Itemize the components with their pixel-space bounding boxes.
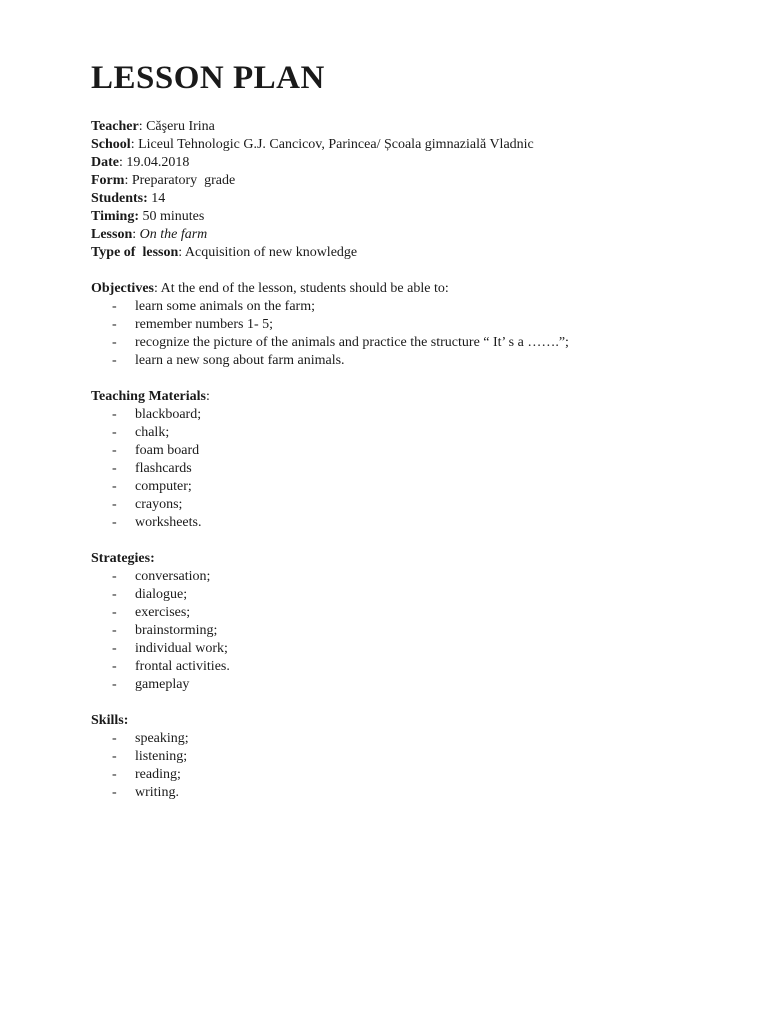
list-item: [91, 640, 711, 658]
date-sep: :: [119, 155, 127, 170]
dash-bullet: -: [112, 569, 117, 584]
lesson-type-sep: :: [178, 245, 185, 260]
dash-bullet: -: [112, 299, 117, 314]
list-item: [91, 478, 711, 496]
students-label: Students:: [91, 191, 148, 206]
document-page: [91, 58, 711, 802]
dash-bullet: -: [112, 443, 117, 458]
strategies-label: Strategies:: [91, 551, 155, 566]
material-text: blackboard;: [135, 407, 202, 422]
school-sep: :: [130, 137, 139, 152]
form-sep: :: [124, 173, 132, 188]
skill-text: reading;: [135, 767, 181, 782]
form-value: Preparatory grade: [131, 173, 236, 188]
dash-bullet: -: [112, 587, 117, 602]
material-text: worksheets.: [135, 515, 202, 530]
dash-bullet: -: [112, 659, 117, 674]
materials-heading: [91, 388, 711, 406]
strategy-text: gameplay: [135, 677, 190, 692]
list-item: [91, 316, 711, 334]
material-text: flashcards: [135, 461, 192, 476]
strategy-text: exercises;: [135, 605, 191, 620]
date-value: 19.04.2018: [126, 155, 190, 170]
materials-label: Teaching Materials: [91, 389, 206, 404]
list-item: [91, 766, 711, 784]
skills-label: Skills:: [91, 713, 129, 728]
teacher-sep: :: [138, 119, 147, 134]
dash-bullet: -: [112, 515, 117, 530]
lesson-type-field: [91, 244, 711, 262]
date-label: Date: [91, 155, 119, 170]
dash-bullet: -: [112, 353, 117, 368]
objectives-heading: [91, 280, 711, 298]
objective-text: recognize the picture of the animals and practice the structure “ It’ s a …….”;: [135, 335, 569, 350]
dash-bullet: -: [112, 641, 117, 656]
list-item: [91, 658, 711, 676]
strategy-text: individual work;: [135, 641, 228, 656]
strategy-text: brainstorming;: [135, 623, 218, 638]
dash-bullet: -: [112, 767, 117, 782]
objectives-label: Objectives: [91, 281, 154, 296]
dash-bullet: -: [112, 317, 117, 332]
school-value: Liceul Tehnologic G.J. Cancicov, Parincea/ Școala gimnazială Vladnic: [138, 137, 534, 152]
objective-text: learn a new song about farm animals.: [135, 353, 345, 368]
skill-text: listening;: [135, 749, 188, 764]
material-text: chalk;: [135, 425, 170, 440]
strategies-heading: [91, 550, 711, 568]
dash-bullet: -: [112, 677, 117, 692]
dash-bullet: -: [112, 785, 117, 800]
dash-bullet: -: [112, 623, 117, 638]
spacer: [91, 532, 711, 550]
dash-bullet: -: [112, 335, 117, 350]
materials-suffix: :: [205, 389, 210, 404]
material-text: computer;: [135, 479, 192, 494]
list-item: [91, 496, 711, 514]
objectives-intro: : At the end of the lesson, students should be able to:: [153, 281, 449, 296]
dash-bullet: -: [112, 479, 117, 494]
objectives-list: [91, 298, 711, 370]
form-label: Form: [91, 173, 125, 188]
list-item: [91, 604, 711, 622]
teacher-field: [91, 118, 711, 136]
skill-text: speaking;: [135, 731, 189, 746]
list-item: [91, 748, 711, 766]
date-field: [91, 154, 711, 172]
list-item: [91, 334, 711, 352]
teacher-value: Căşeru Irina: [146, 119, 215, 134]
form-field: [91, 172, 711, 190]
objective-text: remember numbers 1- 5;: [135, 317, 274, 332]
dash-bullet: -: [112, 461, 117, 476]
list-item: [91, 424, 711, 442]
lesson-value: On the farm: [139, 227, 208, 242]
skills-list: [91, 730, 711, 802]
dash-bullet: -: [112, 605, 117, 620]
list-item: [91, 568, 711, 586]
materials-list: [91, 406, 711, 532]
lesson-sep: :: [132, 227, 140, 242]
page-title: LESSON PLAN: [91, 60, 325, 96]
objective-text: learn some animals on the farm;: [135, 299, 315, 314]
dash-bullet: -: [112, 731, 117, 746]
material-text: foam board: [135, 443, 200, 458]
list-item: [91, 514, 711, 532]
spacer: [91, 370, 711, 388]
list-item: [91, 676, 711, 694]
timing-value: 50 minutes: [142, 209, 205, 224]
students-field: [91, 190, 711, 208]
list-item: [91, 730, 711, 748]
material-text: crayons;: [135, 497, 183, 512]
teacher-label: Teacher: [91, 119, 139, 134]
strategies-list: [91, 568, 711, 694]
dash-bullet: -: [112, 497, 117, 512]
list-item: [91, 442, 711, 460]
timing-field: [91, 208, 711, 226]
list-item: [91, 784, 711, 802]
skills-heading: [91, 712, 711, 730]
strategy-text: conversation;: [135, 569, 211, 584]
strategy-text: dialogue;: [135, 587, 188, 602]
list-item: [91, 352, 711, 370]
skill-text: writing.: [135, 785, 179, 800]
dash-bullet: -: [112, 749, 117, 764]
list-item: [91, 460, 711, 478]
lesson-type-value: Acquisition of new knowledge: [184, 245, 358, 260]
strategy-text: frontal activities.: [135, 659, 230, 674]
spacer: [91, 262, 711, 280]
dash-bullet: -: [112, 407, 117, 422]
students-value: 14: [151, 191, 166, 206]
school-label: School: [91, 137, 131, 152]
list-item: [91, 586, 711, 604]
dash-bullet: -: [112, 425, 117, 440]
lesson-label: Lesson: [91, 227, 133, 242]
list-item: [91, 406, 711, 424]
list-item: [91, 622, 711, 640]
list-item: [91, 298, 711, 316]
lesson-field: [91, 226, 711, 244]
lesson-type-label: Type of lesson: [91, 245, 179, 260]
school-field: [91, 136, 711, 154]
timing-label: Timing:: [91, 209, 139, 224]
spacer: [91, 694, 711, 712]
